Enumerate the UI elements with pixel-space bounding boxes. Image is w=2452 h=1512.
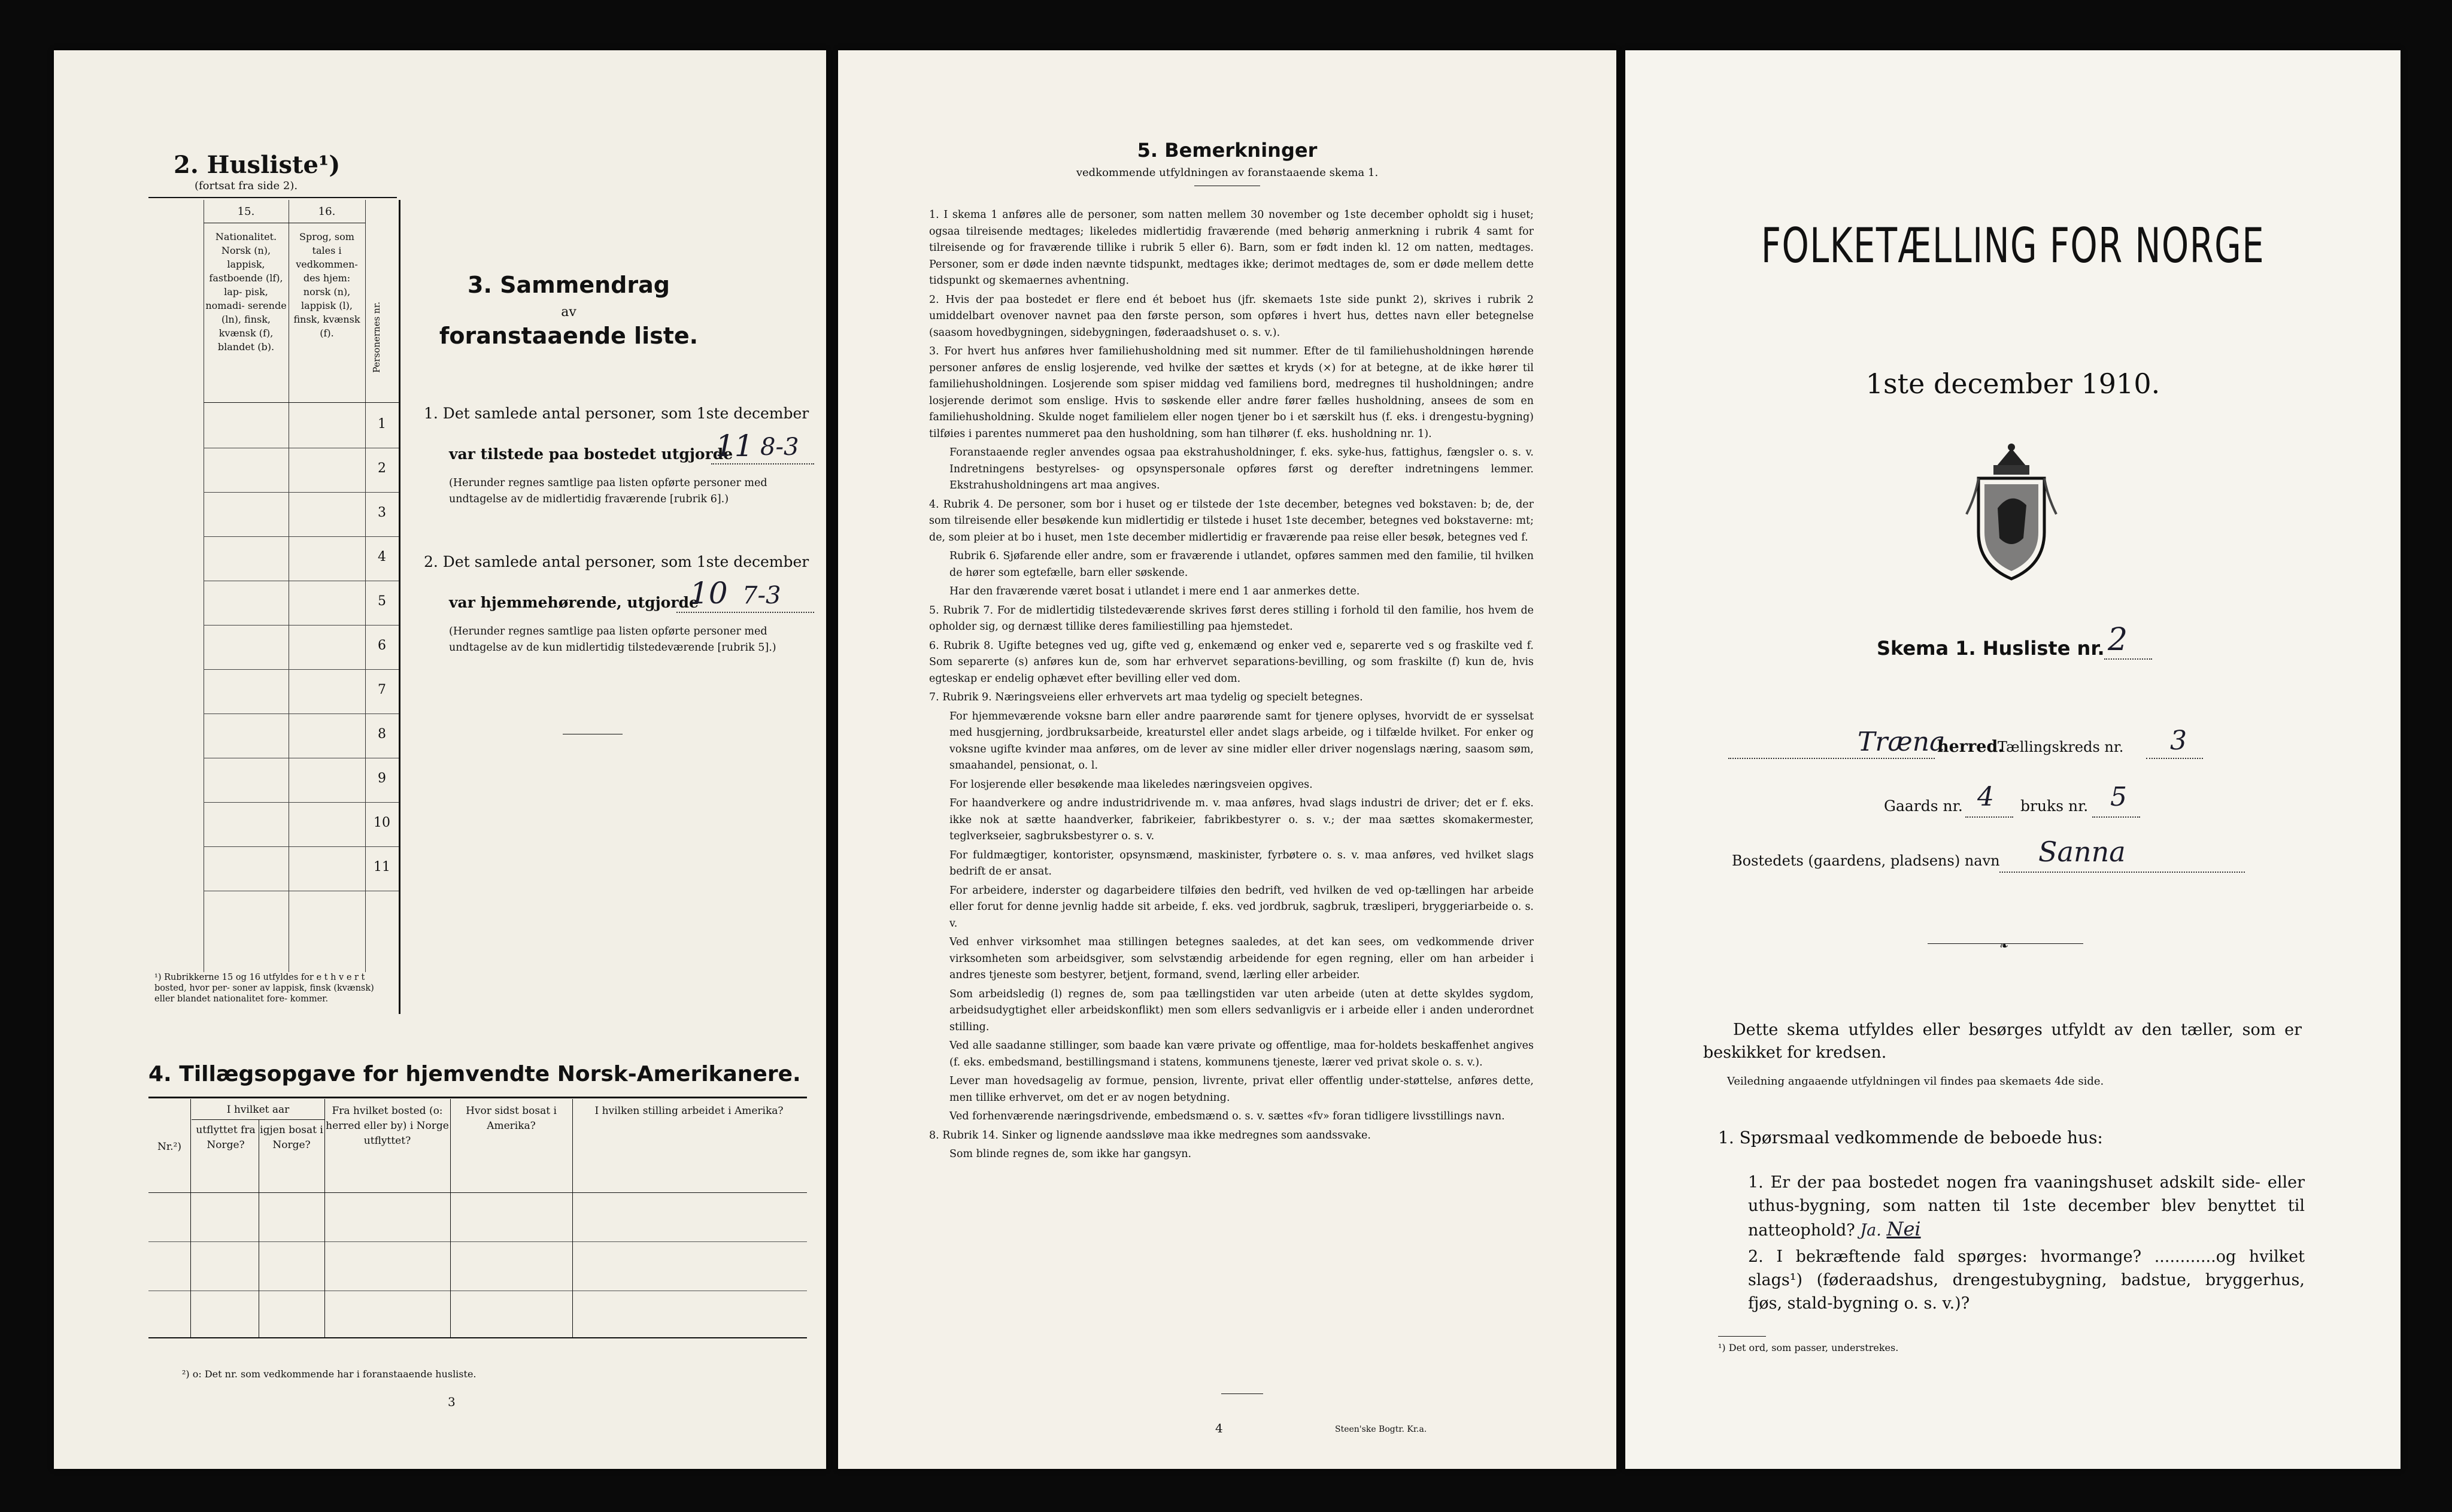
- remark-paragraph: Ved alle saadanne stillinger, som baade kan være private og offentlige, maa for-holdets beskaffenhet angives (f. eks. embedsmand, bestillingsmand i statens, kommunens tjeneste, lærer ved privat skole o. s. v.).: [949, 1040, 1534, 1068]
- question-2: 2. I bekræftende fald spørges: hvormange? ............og hvilket slags¹) (føderaadshus, drengestubygning, badstue, bryggerhus, fjøs, stald-bygning o. s. v.)?: [1748, 1247, 2305, 1313]
- remark-paragraph: 2. Hvis der paa bostedet er flere end ét beboet hus (jfr. skemaets 1ste side punkt 2), skrives i rubrik 2 umiddelbart ovenover navnet paa den første person, som opføres i hvert hus, dettes navn eller betegnelse (saasom hovedbygningen, sidebygningen, føderaadshuset o. s. v.).: [929, 293, 1534, 339]
- page-number-4: 4: [1215, 1421, 1223, 1435]
- left-page: [54, 50, 826, 1469]
- huslist-heading: 2. Husliste¹): [174, 151, 341, 179]
- remark-paragraph: 7. Rubrik 9. Næringsveiens eller erhvervets art maa tydelig og specielt betegnes.: [929, 691, 1363, 703]
- huslist-row-divider: [204, 846, 399, 847]
- huslist-row-divider: [204, 492, 399, 493]
- summary-item-1-note: (Herunder regnes samtlige paa listen opførte personer med undtagelse av de midlertidig fraværende [rubrik 6].): [449, 477, 767, 505]
- remark-paragraph: Rubrik 6. Sjøfarende eller andre, som er fraværende i utlandet, opføres sammen med den familie, til hvilken de hører som egtefælle, barn eller søskende.: [949, 550, 1534, 579]
- huslist-row-number: 1: [378, 417, 386, 432]
- taellingskreds-value: 3: [2170, 725, 2187, 756]
- col16-header: Sprog, som tales i vedkommen- des hjem: norsk (n), lappisk (l), finsk, kvænsk (f).: [293, 231, 360, 339]
- huslist-row-number: 4: [378, 549, 386, 564]
- t4-col-emigrated: utflyttet fra Norge?: [196, 1124, 256, 1151]
- huslist-row-number: 5: [378, 594, 386, 609]
- skema-label: Skema 1. Husliste nr.: [1877, 637, 2105, 660]
- right-page: [1625, 50, 2401, 1469]
- huslist-row-number: 10: [374, 815, 390, 830]
- remarks-title: 5. Bemerkninger: [1137, 139, 1318, 162]
- sammendrag-av: av: [561, 305, 576, 320]
- huslist-row-divider: [204, 625, 399, 626]
- middle-page: [838, 50, 1616, 1469]
- remark-paragraph: Ved enhver virksomhet maa stillingen betegnes saaledes, at det kan sees, om vedkommende driver virksomheten som arbeidsgiver, som selvstændig arbeidende for egen regning, eller om han arbeider i andres tjeneste som bestyrer, betjent, formand, svend, lærling eller arbeider.: [949, 936, 1534, 981]
- huslist-row-number: 7: [378, 682, 386, 697]
- question-1-answer-label: Ja.: [1860, 1221, 1882, 1240]
- huslist-row-divider: [204, 802, 399, 803]
- remark-paragraph: 4. Rubrik 4. De personer, som bor i huset og er tilstede der 1ste december, betegnes ved bokstaven: b; de, der som tilreisende eller besøkende kun midlertidig er tilstede i huset 1ste december, betegnes ved bokstaverne: mt; de, som pleier at bo i huset, men 1ste december midlertidig er fraværende paa reise eller besøk, betegnes ved f.: [929, 498, 1534, 544]
- form-date: 1ste december 1910.: [1865, 368, 2160, 400]
- remark-paragraph: 3. For hvert hus anføres hver familiehusholdning med sit nummer. Efter de til familiehusholdningen hørende personer anføres de enslig losjerende, ved hvilke der sættes et kryds (×) for at betegne, at de ikke hører til familiehusholdningen. Losjerende som spiser middag ved familiens bord, medregnes til husholdningen; andre losjerende derimot som enslige. Hvis to søskende eller andre fører fælles husholdning, ansees de som en familiehusholdning. Skulde noget familielem eller nogen tjener bo i et særskilt hus (f. eks. i drengestu-bygning) tilføies i parentes nummeret paa den husholdning, som han tilhører (f. eks. husholdning nr. 1).: [929, 345, 1534, 440]
- gaards-label: Gaards nr.: [1884, 797, 1963, 815]
- question-1-answer: Nei: [1886, 1218, 1921, 1240]
- t4-col-america-residence: Hvor sidst bosat i Amerika?: [466, 1105, 557, 1132]
- taellingskreds-label: Tællingskreds nr.: [1998, 739, 2124, 755]
- huslist-row-number: 3: [378, 505, 386, 520]
- ornament-icon: ❧: [1999, 940, 2009, 952]
- huslist-row-number: 8: [378, 727, 386, 742]
- section4-title: 4. Tillægsopgave for hjemvendte Norsk-Amerikanere.: [148, 1062, 801, 1086]
- col15-number: 15.: [237, 205, 255, 218]
- remark-paragraph: Lever man hovedsagelig av formue, pension, livrente, privat eller offentlig under-støttelse, anføres dette, men tillike erhvervet, om det er av nogen betydning.: [949, 1075, 1534, 1104]
- remark-paragraph: 5. Rubrik 7. For de midlertidig tilstedeværende skrives først deres stilling i forhold til den familie, hos hvem de opholder sig, og dernæst tillike deres familiestilling paa hjemstedet.: [929, 604, 1534, 633]
- remark-paragraph: For hjemmeværende voksne barn eller andre paarørende samt for tjenere oplyses, hvorvidt de er sysselsat med husgjerning, jordbruksarbeide, kreaturstel eller andet slags arbeide, og i tilfælde hvilket. For enker og voksne ugifte kvinder maa anføres, om de lever av sine midler eller driver nogenslags næring, saasom søm, smaahandel, pensionat, o. l.: [949, 710, 1534, 772]
- huslist-row-number: 11: [374, 860, 390, 875]
- bruks-value: 5: [2110, 782, 2127, 812]
- herred-value: Træna: [1858, 727, 1946, 757]
- right-footnote: ¹) Det ord, som passer, understrekes.: [1718, 1342, 1899, 1353]
- summary-item-2: 2. Det samlede antal personer, som 1ste december: [424, 553, 809, 570]
- col16-number: 16.: [318, 205, 336, 218]
- bosted-value: Sanna: [2038, 836, 2126, 868]
- present-count-extra: 8-3: [760, 433, 799, 461]
- resident-count-extra: 7-3: [742, 582, 781, 609]
- summary-item-2-label: var hjemmehørende, utgjorde: [449, 594, 699, 611]
- printer-note: Steen'ske Bogtr. Kr.a.: [1335, 1425, 1427, 1434]
- intro-text: Dette skema utfyldes eller besørges utfyldt av den tæller, som er beskikket for kredsen.: [1703, 1021, 2302, 1062]
- remark-paragraph: Som arbeidsledig (l) regnes de, som paa tællingstiden var uten arbeide (uten at dette skyldes sygdom, arbeidsudygtighet eller arbeidskonflikt) men som ellers sedvanligvis er i arbeide eller i anden underordnet stilling.: [949, 988, 1534, 1033]
- huslist-row-number: 6: [378, 638, 386, 653]
- coat-of-arms-icon: [1961, 442, 2062, 583]
- remark-paragraph: For haandverkere og andre industridrivende m. v. maa anføres, hvad slags industri de driver; det er f. eks. ikke nok at sætte haandverker, fabrikeier, fabrikbestyrer o. s. v.; der maa sættes skomakermester, teglverkseier, sagbruksbestyrer o. s. v.: [949, 797, 1534, 842]
- huslist-row-divider: [204, 669, 399, 670]
- sammendrag-title: 3. Sammendrag: [468, 272, 670, 298]
- remark-paragraph: For losjerende eller besøkende maa likeledes næringsveien opgives.: [949, 778, 1313, 791]
- t4-col-returned: igjen bosat i Norge?: [260, 1124, 323, 1151]
- remark-paragraph: Har den fraværende været bosat i utlandet i mere end 1 aar anmerkes dette.: [949, 585, 1360, 597]
- t4-year-group: I hvilket aar: [226, 1104, 290, 1116]
- col15-header: Nationalitet. Norsk (n), lappisk, fastboende (lf), lap- pisk, nomadi- serende (ln), finsk, kvænsk (f), blandet (b).: [205, 231, 287, 353]
- resident-count-value: 10: [690, 576, 728, 611]
- remarks-subtitle: vedkommende utfyldningen av foranstaaende skema 1.: [1076, 166, 1379, 179]
- t4-footnote: ²) o: Det nr. som vedkommende har i foranstaaende husliste.: [182, 1368, 477, 1380]
- t4-col-origin: Fra hvilket bosted (o: herred eller by) i Norge utflyttet?: [326, 1105, 449, 1147]
- huslist-footnote: ¹) Rubrikkerne 15 og 16 utfyldes for e t h v e r t bosted, hvor per- soner av lappisk, finsk (kvænsk) eller blandet nationalitet fore- kommer.: [154, 973, 374, 1004]
- herred-label: herred.: [1937, 737, 2004, 756]
- col-person-number-header: Personernes nr.: [371, 302, 382, 373]
- huslist-subheading: (fortsat fra side 2).: [195, 180, 298, 192]
- bruks-label: bruks nr.: [2020, 797, 2089, 815]
- t4-col-america-occupation: I hvilken stilling arbeidet i Amerika?: [594, 1105, 784, 1117]
- remarks-list: [929, 207, 1534, 1165]
- remark-paragraph: Som blinde regnes de, som ikke har gangsyn.: [949, 1148, 1192, 1160]
- remark-paragraph: For fuldmægtiger, kontorister, opsynsmænd, maskinister, fyrbøtere o. s. v. maa anføres, ved hvilket slags bedrift de er ansat.: [949, 849, 1534, 878]
- summary-item-2-note: (Herunder regnes samtlige paa listen opførte personer med undtagelse av de kun midlertidig tilstedeværende [rubrik 5].): [449, 626, 776, 654]
- huslist-row-number: 2: [378, 461, 386, 476]
- summary-item-1: 1. Det samlede antal personer, som 1ste december: [424, 405, 809, 422]
- form-title: FOLKETÆLLING FOR NORGE: [1761, 218, 2265, 274]
- remark-paragraph: 8. Rubrik 14. Sinker og lignende aandssløve maa ikke medregnes som aandssvake.: [929, 1129, 1371, 1141]
- intro-note: Veiledning angaaende utfyldningen vil findes paa skemaets 4de side.: [1727, 1075, 2104, 1088]
- huslist-row-number: 9: [378, 771, 386, 786]
- questions-heading: 1. Spørsmaal vedkommende de beboede hus:: [1718, 1128, 2103, 1147]
- bosted-label: Bostedets (gaardens, pladsens) navn: [1732, 852, 2000, 869]
- summary-item-1-label: var tilstede paa bostedet utgjorde: [449, 445, 733, 463]
- gaards-value: 4: [1977, 782, 1994, 812]
- huslist-row-divider: [204, 536, 399, 537]
- remark-paragraph: 1. I skema 1 anføres alle de personer, som natten mellem 30 november og 1ste december opholdt sig i huset; ogsaa tilreisende medtages; likeledes midlertidig fraværende (med behørig anmerkning i rubrik 4 samt for tilreisende og for fraværende tillike i rubrik 5 eller 6). Barn, som er født inden kl. 12 om natten, medtages. Personer, som er døde inden nævnte tidspunkt, medtages ikke; derimot medtages de, som er døde mellem dette tidspunkt og skemaernes avhentning.: [929, 209, 1534, 287]
- question-1: 1. Er der paa bostedet nogen fra vaaningshuset adskilt side- eller uthus-bygning, som natten til 1ste december blev benyttet til natteophold? Ja. Nei: [1748, 1173, 2305, 1240]
- page-number-3: 3: [448, 1395, 456, 1409]
- sammendrag-subtitle: foranstaaende liste.: [439, 323, 699, 349]
- t4-col-nr: Nr.²): [157, 1141, 181, 1153]
- remark-paragraph: Ved forhenværende næringsdrivende, embedsmænd o. s. v. sættes «fv» foran tidligere livsstillings navn.: [949, 1110, 1505, 1122]
- husliste-number: 2: [2108, 622, 2128, 658]
- remark-paragraph: For arbeidere, inderster og dagarbeidere tilføies den bedrift, ved hvilken de ved op-tællingen har arbeide eller forut for denne jevnlig hadde sit arbeide, f. eks. ved jordbruk, sagbruk, træsliperi, bryggeriarbeide o. s. v.: [949, 884, 1534, 930]
- remark-paragraph: Foranstaaende regler anvendes ogsaa paa ekstrahusholdninger, f. eks. syke-hus, fattighus, fængsler o. s. v. Indretningens bestyrelses- og opsynspersonale opføres først og derefter indretningens lemmer. Ekstrahusholdningens art maa angives.: [949, 447, 1534, 491]
- remark-paragraph: 6. Rubrik 8. Ugifte betegnes ved ug, gifte ved g, enkemænd og enker ved e, separerte ved s og fraskilte ved f. Som separerte (s) anføres kun de, som har erhvervet separations-bevilling, og som fraskilte (f) kun de, hvis egteskap er endelig ophævet efter bevilling eller ved dom.: [929, 639, 1534, 685]
- present-count-value: 11: [715, 429, 754, 463]
